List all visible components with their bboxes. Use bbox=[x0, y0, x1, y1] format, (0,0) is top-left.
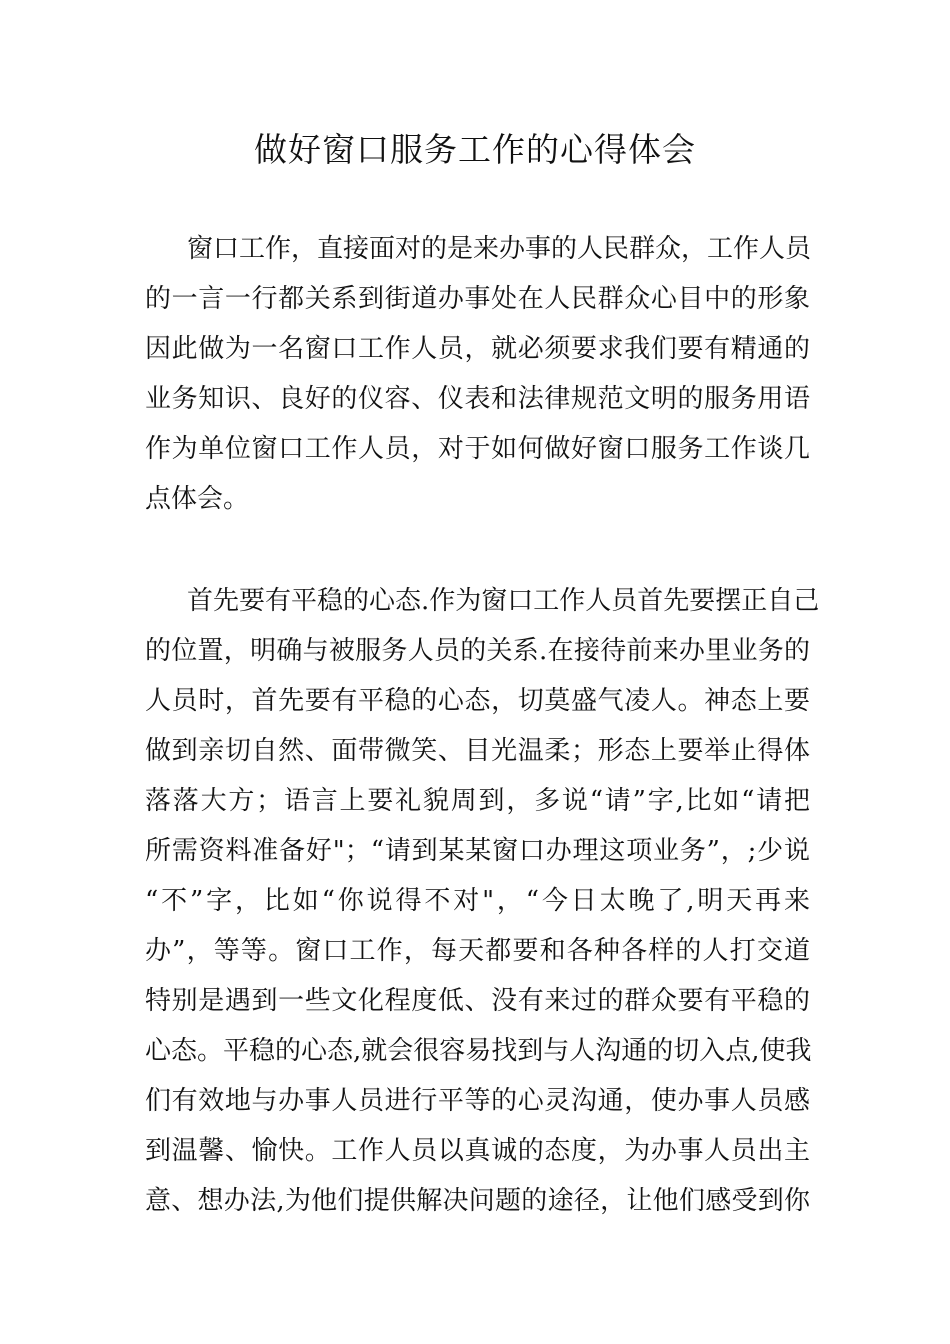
paragraph-line: 意、想办法,为他们提供解决问题的途径，让他们感受到你 bbox=[145, 1186, 810, 1216]
paragraph-line: 特别是遇到一些文化程度低、没有来过的群众要有平稳的 bbox=[145, 986, 810, 1016]
paragraph-line: 到温馨、愉快。工作人员以真诚的态度，为办事人员出主 bbox=[145, 1136, 810, 1166]
paragraph-2 bbox=[145, 576, 820, 1226]
paragraph-line: 落落大方；语言上要礼貌周到，多说“请”字,比如“请把 bbox=[145, 786, 810, 816]
paragraph-line: 做到亲切自然、面带微笑、目光温柔；形态上要举止得体 bbox=[145, 736, 810, 766]
paragraph-line: 因此做为一名窗口工作人员，就必须要求我们要有精通的 bbox=[145, 334, 810, 364]
paragraph-line: 的一言一行都关系到街道办事处在人民群众心目中的形象 bbox=[145, 284, 810, 314]
paragraph-line: 所需资料准备好"；“请到某某窗口办理这项业务”，;少说 bbox=[145, 836, 810, 866]
paragraph-line: 心态。平稳的心态,就会很容易找到与人沟通的切入点,使我 bbox=[145, 1036, 812, 1066]
paragraph-line: 作为单位窗口工作人员，对于如何做好窗口服务工作谈几 bbox=[145, 434, 810, 464]
paragraph-line: 的位置，明确与被服务人员的关系.在接待前来办里业务的 bbox=[145, 636, 810, 666]
paragraph-line: “不”字，比如“你说得不对"，“今日太晚了,明天再来 bbox=[145, 886, 810, 916]
paragraph-line: 们有效地与办事人员进行平等的心灵沟通，使办事人员感 bbox=[145, 1086, 810, 1116]
paragraph-line: 首先要有平稳的心态.作为窗口工作人员首先要摆正自己 bbox=[187, 586, 820, 616]
paragraph-line: 办”，等等。窗口工作，每天都要和各种各样的人打交道 bbox=[145, 936, 810, 966]
paragraph-line: 窗口工作，直接面对的是来办事的人民群众，工作人员 bbox=[187, 234, 812, 264]
document-title: 做好窗口服务工作的心得体会 bbox=[254, 130, 696, 169]
paragraph-line: 点体会。 bbox=[145, 484, 250, 514]
paragraph-1 bbox=[145, 224, 810, 524]
paragraph-line: 业务知识、良好的仪容、仪表和法律规范文明的服务用语 bbox=[145, 384, 810, 414]
paragraph-line: 人员时，首先要有平稳的心态，切莫盛气凌人。神态上要 bbox=[145, 686, 810, 716]
